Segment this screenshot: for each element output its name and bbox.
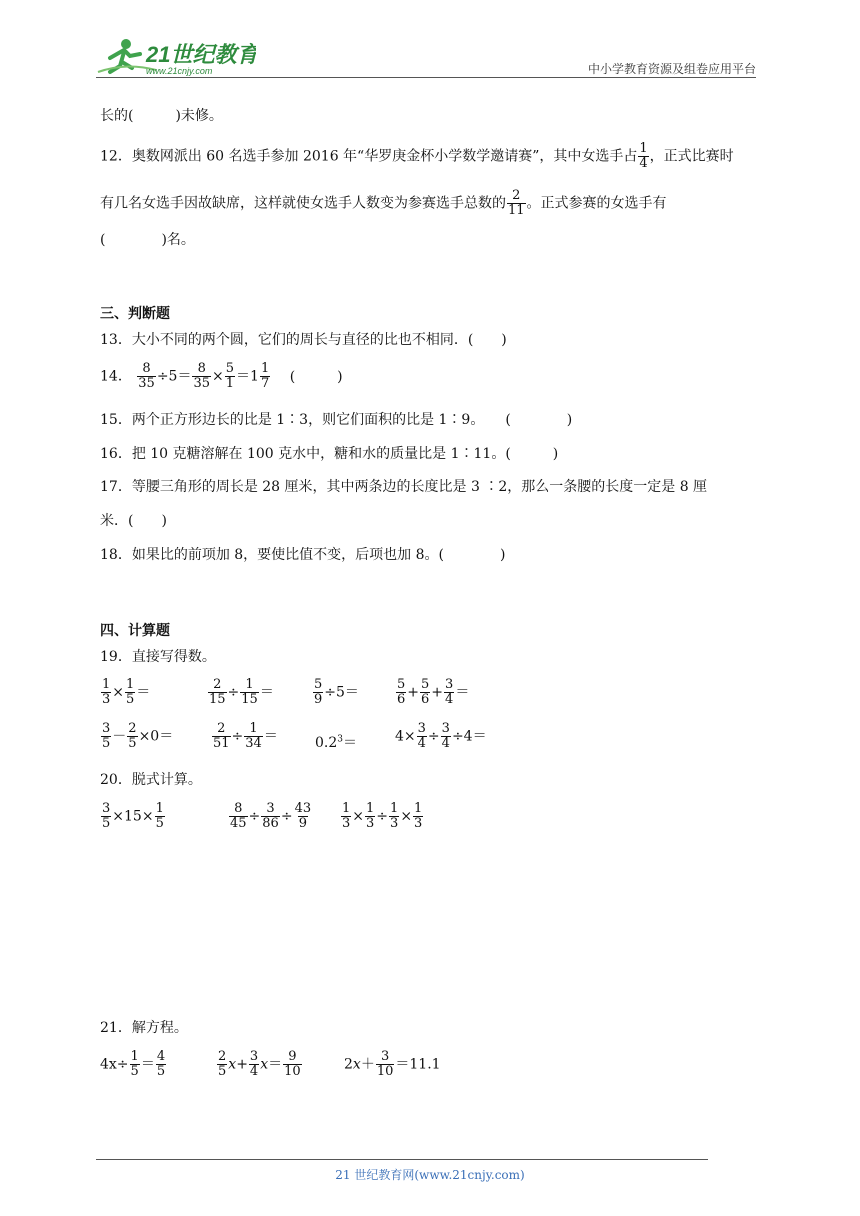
q17-line1: 17．等腰三角形的周长是 28 厘米，其中两条边的长度比是 3 ∶2，那么一条腰的长度一定是 8 厘 [100,479,708,495]
q17-line2: 米．( ) [100,513,167,529]
q20-expr-2: $\frac{8}{45}$ ÷ $\frac{3}{86}$ ÷ $\frac{43}{9}$ [230,801,312,831]
q20-expr-3: $\frac{1}{3}$ × $\frac{1}{3}$ ÷ $\frac{1}{3}$ × $\frac{1}{3}$ [342,801,423,831]
q15: 15．两个正方形边长的比是 1∶3，则它们面积的比是 1∶9。 ( ) [100,412,573,428]
svg-text:21世纪教育: 21世纪教育 [146,42,256,67]
q12-line1 [100,142,734,171]
q11-tail: 长的( )未修。 [100,108,223,124]
q21-eq-1: 4x÷ $\frac{1}{5}$ ＝ $\frac{4}{5}$ [100,1049,166,1079]
section-title-calc: 四、计算题 [100,623,170,639]
logo [96,36,256,78]
q16: 16．把 10 克糖溶解在 100 克水中，糖和水的质量比是 1∶11。( ) [100,446,559,462]
fraction: $\frac{2}{11}$ [508,188,525,218]
fraction: $\frac{1}{7}$ [260,361,270,391]
q12-text-b: ，正式比赛时 [649,148,734,165]
q12-text-c: 有几名女选手因故缺席，这样就使女选手人数变为参赛选手总数的 [100,195,506,212]
q12-line2 [100,189,667,218]
q21-eq-2: $\frac{2}{5}$ x+ $\frac{3}{4}$ x＝ $\frac{9}{10}$ [218,1049,301,1079]
svg-text:www.21cnjy.com: www.21cnjy.com [146,66,213,76]
q19: 19．直接写得数。 [100,649,216,665]
q20-expr-1: $\frac{3}{5}$ ×15× $\frac{1}{5}$ [102,801,164,831]
q13: 13．大小不同的两个圆，它们的周长与直径的比也不相同．( ) [100,332,507,348]
footer-divider [96,1159,708,1160]
footer-text: 21 世纪教育网(www.21cnjy.com) [335,1168,525,1182]
q19-expr-5: $\frac{3}{5}$ － $\frac{2}{5}$ ×0＝ [102,721,174,751]
q21-eq-3: 2x＋ $\frac{3}{10}$ ＝11.1 [344,1049,441,1079]
q21: 21．解方程。 [100,1020,188,1036]
fraction: $\frac{8}{35}$ [193,361,211,391]
header-platform-text: 中小学教育资源及组卷应用平台 [587,62,756,76]
fraction: $\frac{8}{35}$ [138,361,155,391]
q12-text-d: 。正式参赛的女选手有 [526,195,667,212]
q19-expr-7: $0.2^3=$ [315,734,357,751]
q19-expr-2: $\frac{2}{15}$ ÷ $\frac{1}{15}$ ＝ [209,677,274,707]
section-title-judge: 三、判断题 [100,306,170,322]
q18: 18．如果比的前项加 8，要使比值不变，后项也加 8。( ) [100,547,506,563]
header-divider [96,77,756,78]
q19-expr-8: 4× $\frac{3}{4}$ ÷ $\frac{3}{4}$ ÷4＝ [395,721,487,751]
runner-logo-icon [96,36,256,78]
q14: 14． $\frac{8}{35}$ ÷5＝ $\frac{8}{35}$ × $\frac{5}{1}$ ＝1 $\frac{1}{7}$ ( ) [100,361,343,391]
q20: 20．脱式计算。 [100,772,202,788]
q19-expr-1: $\frac{1}{3}$ × $\frac{1}{5}$ ＝ [102,677,151,707]
q19-expr-6: $\frac{2}{51}$ ÷ $\frac{1}{34}$ ＝ [213,721,278,751]
fraction: $\frac{5}{1}$ [225,361,235,391]
q12-text-a: 12．奥数网派出 60 名选手参加 2016 年“华罗庚金杯小学数学邀请赛”，其中女选手占 [100,148,638,165]
q19-expr-3: $\frac{5}{9}$ ÷5＝ [314,677,359,707]
q12-line3: ( )名。 [100,232,195,248]
q19-expr-4: $\frac{5}{6}$ + $\frac{5}{6}$ + $\frac{3}{4}$ ＝ [397,677,470,707]
fraction: $\frac{1}{4}$ [639,141,648,171]
